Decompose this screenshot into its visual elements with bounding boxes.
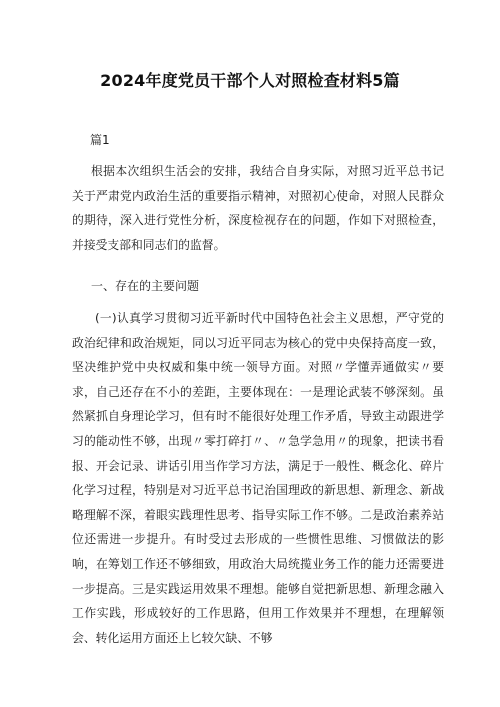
intro-paragraph: 根据本次组织生活会的安排，我结合自身实际，对照习近平总书记关于严肃党内政治生活的重要指示精神，对照初心使命，对照人民群众的期待，深入进行党性分析，深度检视存在的问题，作如下对照检查，并接受支部和同志们的监督。 [72, 164, 444, 252]
section-heading: 一、存在的主要问题 [91, 279, 200, 293]
section-label: 篇1 [90, 133, 110, 147]
document-title: 2024年度党员干部个人对照检查材料5篇 [100, 71, 400, 90]
body-paragraph: (一)认真学习贯彻习近平新时代中国特色社会主义思想，严守党的政治纪律和政治规矩，同以习近平同志为核心的党中央保持高度一致，坚决维护党中央权威和集中统一领导方面。对照〃学懂弄通做实〃要求，自己还存在不小的差距，主要体现在：一是理论武装不够深刻。虽然紧抓自身理论学习，但有时不能很好处理工作矛盾，导致主动跟进学习的能动性不够，出现〃零打碎打〃、〃急学急用〃的现象，把读书看报、开会记录、讲话引用当作学习方法，满足于一般性、概念化、碎片化学习过程，特别是对习近平总书记治国理政的新思想、新理念、新战略理解不深，着眼实践理性思考、指导实际工作不够。二是政治素养站位还需进一步提升。有时受过去形成的一些惯性思维、习惯做法的影响，在筹划工作还不够细致，用政治大局统揽业务工作的能力还需要进一步提高。三是实践运用效果不理想。能够自觉把新思想、新理念融入工作实践，形成较好的工作思路，但用工作效果并不理想，在理解领会、转化运用方面还上匕较欠缺、不够 [72, 311, 444, 645]
